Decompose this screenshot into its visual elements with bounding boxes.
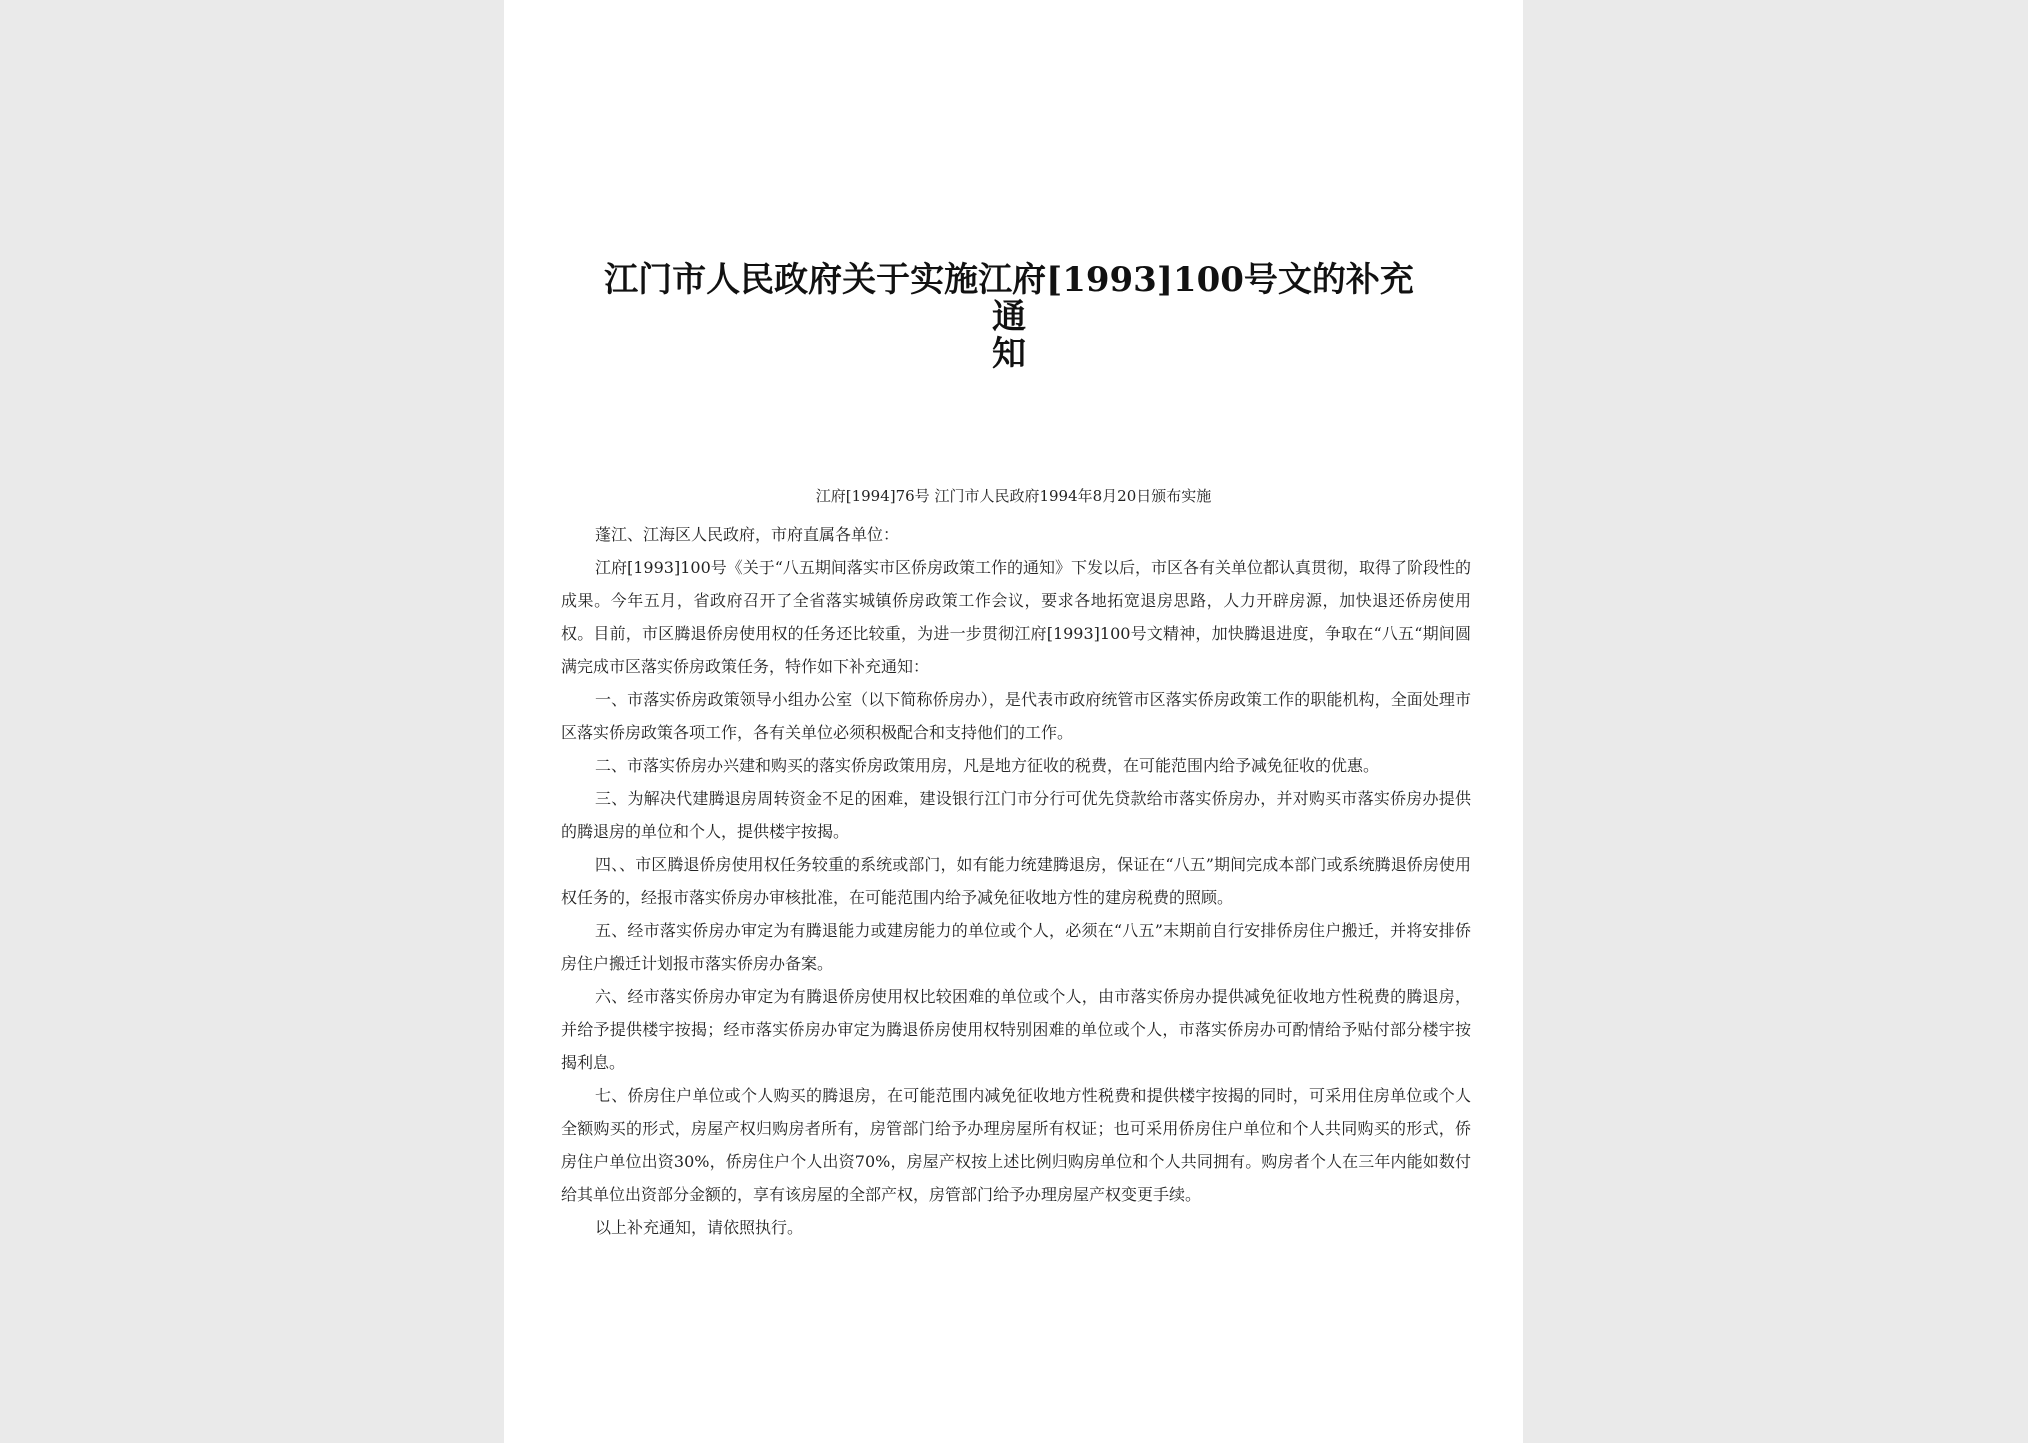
issuance-line: 江府[1994]76号 江门市人民政府1994年8月20日颁布实施: [815, 487, 1212, 505]
paragraph-intro: 江府[1993]100号《关于“八五期间落实市区侨房政策工作的通知》下发以后，市区各有关单位都认真贯彻，取得了阶段性的成果。今年五月，省政府召开了全省落实城镇侨房政策工作会议，要求各地拓宽退房思路，人力开辟房源，加快退还侨房使用权。目前，市区腾退侨房使用权的任务还比较重，为进一步贯彻江府[1993]100号文精神，加快腾退进度，争取在“八五“期间圆满完成市区落实侨房政策任务，特作如下补充通知：: [561, 558, 1471, 676]
paragraph-item-6: 六、经市落实侨房办审定为有腾退侨房使用权比较困难的单位或个人，由市落实侨房办提供减免征收地方性税费的腾退房，并给予提供楼宇按揭；经市落实侨房办审定为腾退侨房使用权特别困难的单位或个人，市落实侨房办可酌情给予贴付部分楼宇按揭利息。: [561, 987, 1471, 1072]
paragraph-item-2: 二、市落实侨房办兴建和购买的落实侨房政策用房，凡是地方征收的税费，在可能范围内给予减免征收的优惠。: [595, 756, 1380, 775]
paragraph-item-7: 七、侨房住户单位或个人购买的腾退房，在可能范围内减免征收地方性税费和提供楼宇按揭的同时，可采用住房单位或个人全额购买的形式，房屋产权归购房者所有，房管部门给予办理房屋所有权证；也可采用侨房住户单位和个人共同购买的形式，侨房住户单位出资30%，侨房住户个人出资70%，房屋产权按上述比例归购房单位和个人共同拥有。购房者个人在三年内能如数付给其单位出资部分金额的，享有该房屋的全部产权，房管部门给予办理房屋产权变更手续。: [561, 1086, 1471, 1204]
paragraph-item-5: 五、经市落实侨房办审定为有腾退能力或建房能力的单位或个人，必须在“八五”末期前自行安排侨房住户搬迁，并将安排侨房住户搬迁计划报市落实侨房办备案。: [561, 921, 1471, 973]
document-body: [561, 518, 1471, 1244]
document-title: [594, 262, 1424, 373]
paragraph-closing: 以上补充通知，请依照执行。: [595, 1218, 804, 1237]
document-title-line-2: 知: [992, 334, 1026, 374]
paragraph-item-1: 一、市落实侨房政策领导小组办公室（以下简称侨房办），是代表市政府统管市区落实侨房政策工作的职能机构，全面处理市区落实侨房政策各项工作，各有关单位必须积极配合和支持他们的工作。: [561, 690, 1471, 742]
paragraph-item-4: 四、、市区腾退侨房使用权任务较重的系统或部门，如有能力统建腾退房，保证在“八五”期间完成本部门或系统腾退侨房使用权任务的，经报市落实侨房办审核批准，在可能范围内给予减免征收地方性的建房税费的照顾。: [561, 855, 1471, 907]
document-title-line-1: 江门市人民政府关于实施江府[1993]100号文的补充通: [604, 260, 1414, 337]
salutation: 蓬江、江海区人民政府，市府直属各单位：: [595, 525, 900, 544]
document-page: [504, 0, 1523, 1443]
paragraph-item-3: 三、为解决代建腾退房周转资金不足的困难，建设银行江门市分行可优先贷款给市落实侨房办，并对购买市落实侨房办提供的腾退房的单位和个人，提供楼宇按揭。: [561, 789, 1471, 841]
